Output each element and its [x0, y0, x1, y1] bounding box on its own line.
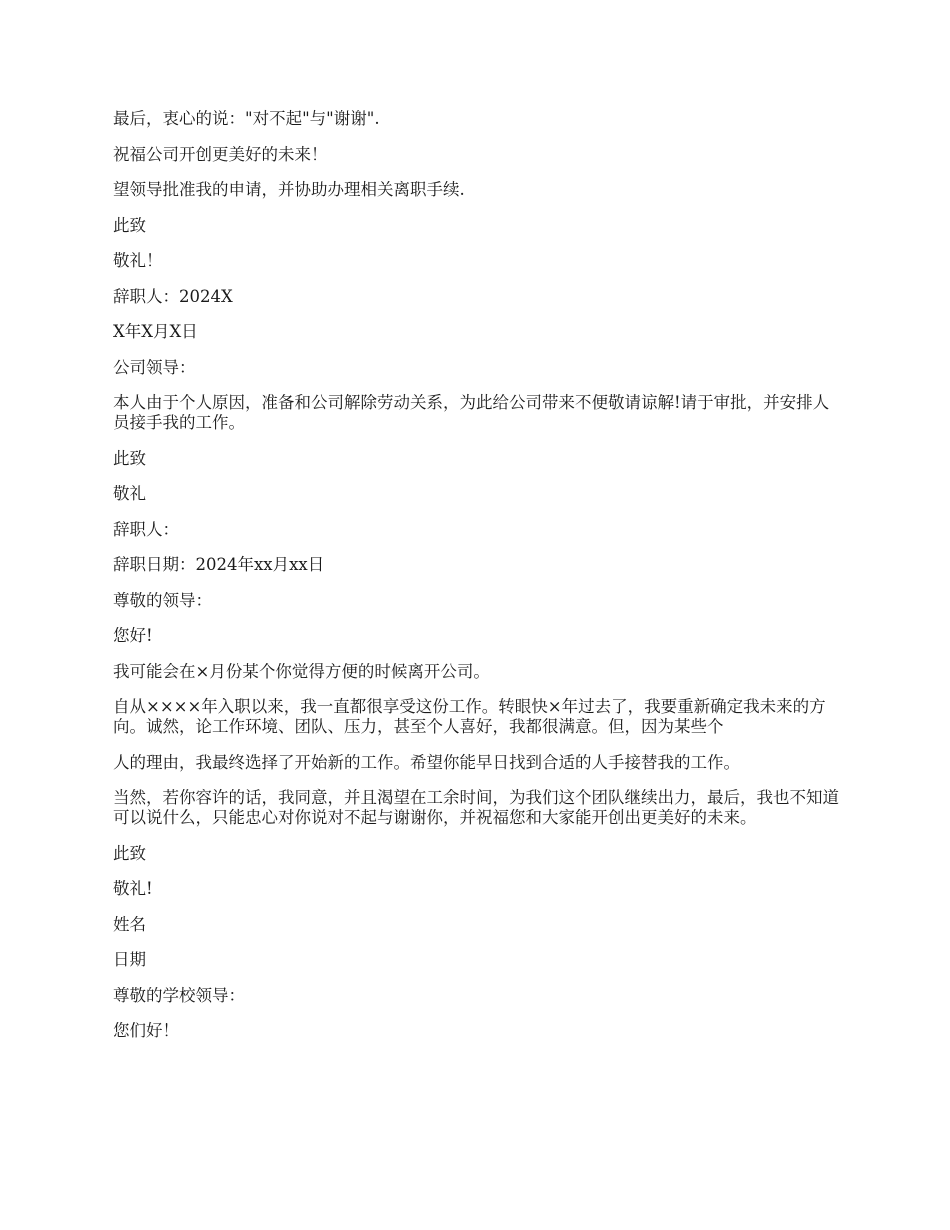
- paragraph-request-approval: 望领导批准我的申请，并协助办理相关离职手续.: [113, 180, 465, 199]
- paragraph-body-reason: 本人由于个人原因，准备和公司解除劳动关系，为此给公司带来不便敬请谅解!请于审批，并安排人员接手我的工作。: [113, 393, 830, 432]
- paragraph-resigner: 辞职人：: [113, 519, 179, 539]
- paragraph-date: X年X月X日: [113, 322, 198, 341]
- paragraph-body-history: 自从××××年入职以来，我一直都很享受这份工作。转眼快×年过去了，我要重新确定我未来的方向。诚然，论工作环境、团队、压力，甚至个人喜好，我都很满意。但，因为某些个: [113, 697, 826, 736]
- paragraph-addressee: 尊敬的学校领导：: [113, 985, 245, 1005]
- paragraph-salutation-cizhi: 此致: [113, 843, 146, 863]
- paragraph-salutation-jingli: 敬礼: [113, 484, 146, 503]
- paragraph-body-reason: 人的理由，我最终选择了开始新的工作。希望你能早日找到合适的人手接替我的工作。: [113, 752, 740, 772]
- document-body: [113, 109, 843, 1057]
- paragraph-salutation-jingli: 敬礼!: [113, 879, 153, 898]
- paragraph-salutation-jingli: 敬礼！: [113, 251, 163, 270]
- paragraph-body-offer: 当然，若你容许的话，我同意，并且渴望在工余时间，为我们这个团队继续出力，最后，我也不知道可以说什么，只能忠心对你说对不起与谢谢你，并祝福您和大家能开创出更美好的未来。: [113, 788, 839, 827]
- paragraph-addressee: 公司领导：: [113, 357, 196, 377]
- paragraph-addressee: 尊敬的领导：: [113, 590, 212, 610]
- paragraph-resign-date: 辞职日期：2024年xx月xx日: [113, 555, 325, 574]
- paragraph-body-leave: 我可能会在×月份某个你觉得方便的时候离开公司。: [113, 661, 490, 681]
- paragraph-salutation-cizhi: 此致: [113, 215, 146, 235]
- paragraph-date: 日期: [113, 950, 146, 969]
- paragraph-closing-thanks: 最后，衷心的说："对不起"与"谢谢".: [113, 109, 380, 128]
- paragraph-greeting: 您们好！: [113, 1021, 179, 1040]
- paragraph-salutation-cizhi: 此致: [113, 448, 146, 468]
- paragraph-blessing: 祝福公司开创更美好的未来！: [113, 144, 328, 164]
- paragraph-name: 姓名: [113, 914, 146, 934]
- paragraph-greeting: 您好!: [113, 626, 153, 645]
- paragraph-resigner: 辞职人：2024X: [113, 286, 233, 306]
